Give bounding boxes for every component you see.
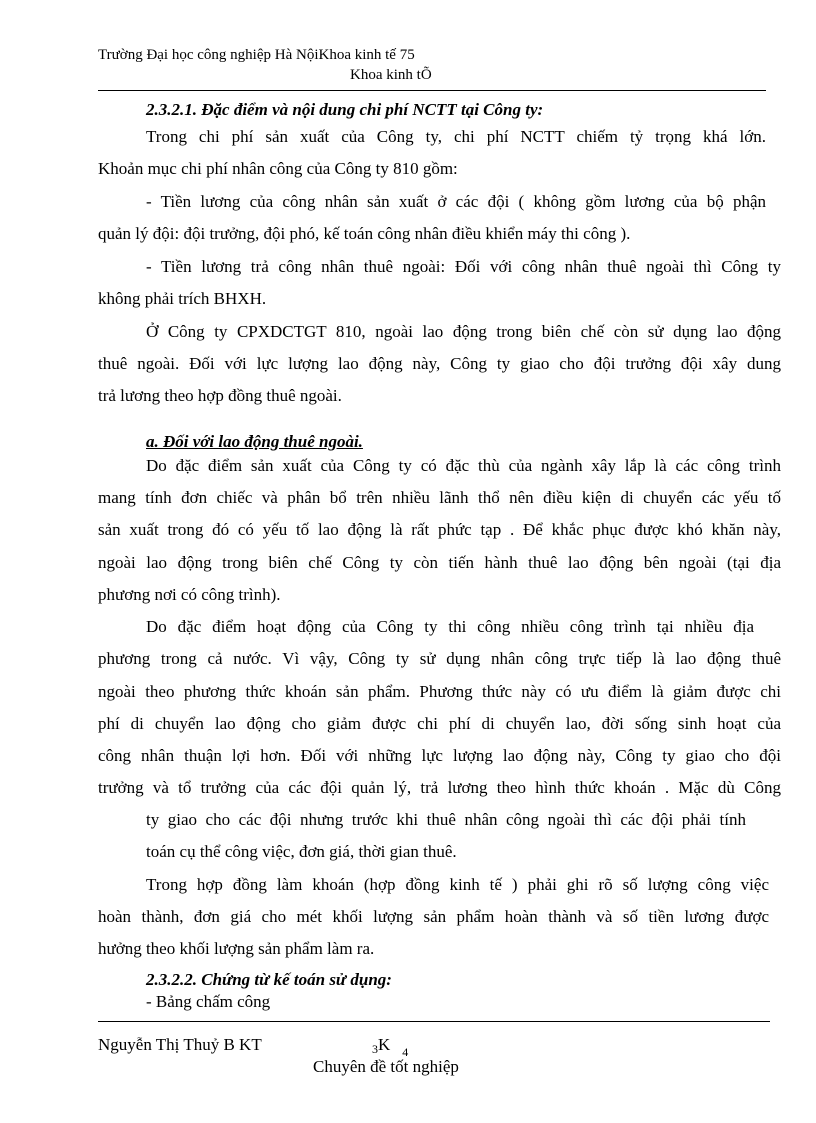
paragraph-line: sản xuất trong đó có yếu tố lao động là rất phức tạp . Để khắc phục được khó khăn này, (98, 520, 781, 539)
section-heading-2322: 2.3.2.2. Chứng từ kế toán sử dụng: (146, 970, 392, 989)
footer-class-num: 4 (402, 1045, 409, 1059)
paragraph-line: không phải trích BHXH. (98, 289, 267, 308)
footer-class-sub: 3 (372, 1042, 378, 1056)
paragraph-line: trả lương theo hợp đồng thuê ngoài. (98, 386, 342, 405)
paragraph-line: ngoài lao động trong biên chế Công ty còn tiến hành thuê lao động bên ngoài (tại địa (98, 553, 781, 572)
paragraph-line: Trong chi phí sản xuất của Công ty, chi phí NCTT chiếm tỷ trọng khá lớn. (146, 127, 766, 146)
footer-rule (98, 1021, 770, 1022)
paragraph-line: quản lý đội: đội trưởng, đội phó, kế toán công nhân điều khiển máy thi công ). (98, 224, 631, 243)
footer-title: Chuyên đề tốt nghiệp (313, 1057, 459, 1076)
paragraph-line: - Tiền lương của công nhân sản xuất ở các đội ( không gồm lương của bộ phận (146, 192, 766, 211)
paragraph-line: Do đặc điểm hoạt động của Công ty thi công nhiều công trình tại nhiều địa (146, 617, 754, 636)
paragraph-line: hoàn thành, đơn giá cho mét khối lượng sản phẩm hoàn thành và số tiền lương được (98, 907, 769, 926)
footer-class-k: K (378, 1035, 391, 1054)
paragraph-line: thuê ngoài. Đối với lực lượng lao động này, Công ty giao cho đội trưởng đội xây dung (98, 354, 781, 373)
paragraph-line: mang tính đơn chiếc và phân bổ trên nhiều lãnh thổ nên điều kiện di chuyển các yếu tố (98, 488, 781, 507)
paragraph-line: - Bảng chấm công (146, 992, 271, 1011)
paragraph-line: phí di chuyển lao động cho giảm được chi phí di chuyển lao, đời sống sinh hoạt của (98, 714, 781, 733)
paragraph-line: phương trong cả nước. Vì vậy, Công ty sử dụng nhân công trực tiếp là lao động thuê (98, 649, 781, 668)
paragraph-line: Trong hợp đồng làm khoán (hợp đồng kinh tế ) phải ghi rõ số lượng công việc (146, 875, 769, 894)
header-faculty-line: Khoa kinh tÕ (350, 67, 432, 83)
paragraph-line: - Tiền lương trả công nhân thuê ngoài: Đối với công nhân thuê ngoài thì Công ty (146, 257, 781, 276)
section-heading-2321: 2.3.2.1. Đặc điểm và nội dung chi phí NCTT tại Công ty: (146, 100, 544, 119)
paragraph-line: Ở Công ty CPXDCTGT 810, ngoài lao động trong biên chế còn sử dụng lao động (146, 322, 781, 341)
footer-author: Nguyễn Thị Thuỷ B KT (98, 1035, 262, 1054)
paragraph-line: ty giao cho các đội nhưng trước khi thuê nhân công ngoài thì các đội phải tính (146, 810, 746, 829)
paragraph-line: ngoài theo phương thức khoán sản phẩm. Phương thức này có ưu điểm là giảm được chi (98, 682, 781, 701)
paragraph-line: toán cụ thể công việc, đơn giá, thời gian thuê. (146, 842, 457, 861)
paragraph-line: Khoản mục chi phí nhân công của Công ty 810 gồm: (98, 159, 458, 178)
header-rule (98, 90, 766, 91)
paragraph-line: Do đặc điểm sản xuất của Công ty có đặc thù của ngành xây lắp là các công trình (146, 456, 781, 475)
paragraph-line: công nhân thuận lợi hơn. Đối với những lực lượng lao động này, Công ty giao cho đội (98, 746, 781, 765)
section-heading-a: a. Đối với lao động thuê ngoài. (146, 432, 363, 451)
paragraph-line: phương nơi có công trình). (98, 585, 281, 604)
paragraph-line: hưởng theo khối lượng sản phẩm làm ra. (98, 939, 375, 958)
paragraph-line: trưởng và tổ trưởng của các đội quản lý, trả lương theo hình thức khoán . Mặc dù Công (98, 778, 781, 797)
header-school-line: Trường Đại học công nghiệp Hà NộiKhoa kinh tế 75 (98, 47, 415, 63)
